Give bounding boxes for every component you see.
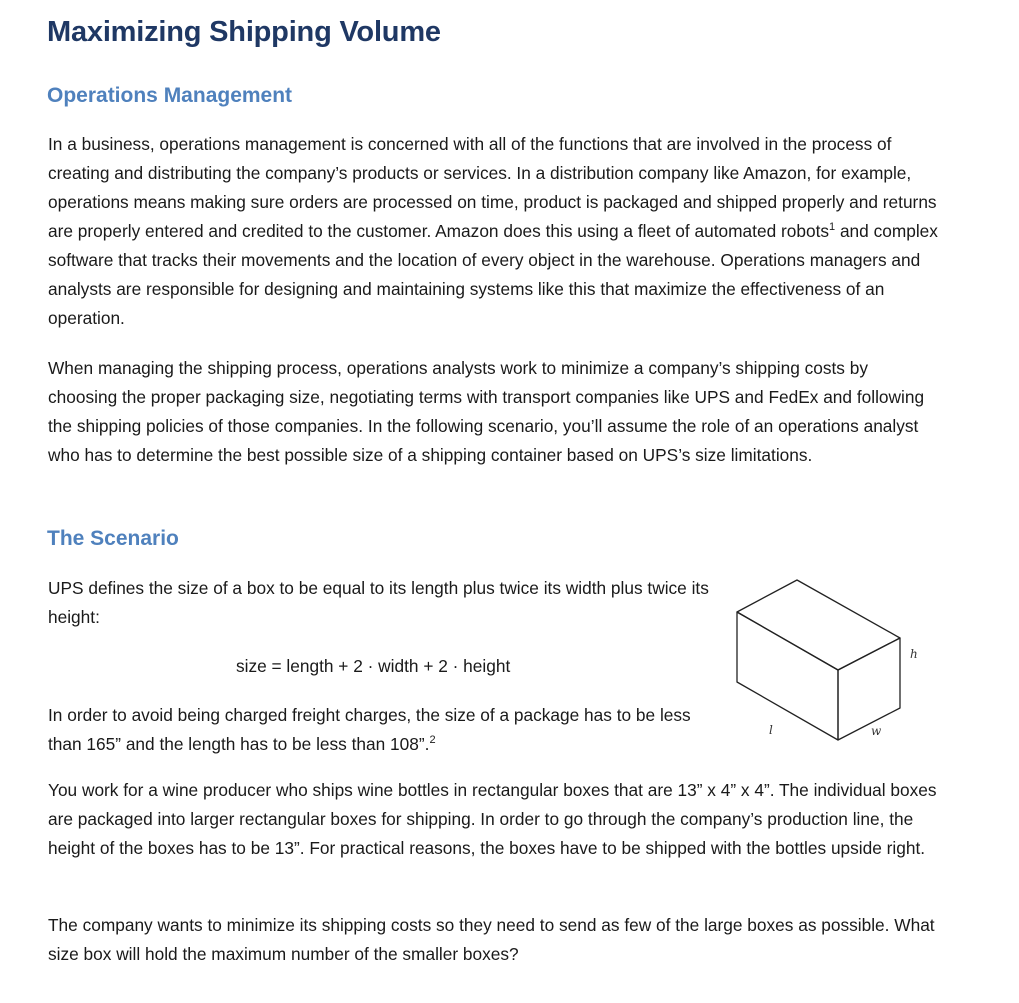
paragraph-shipping-process: When managing the shipping process, operations analysts work to minimize a company’s shipping costs by choosing the proper packaging size, negotiating terms with transport companies like UPS and FedEx and following the shipping policies of those companies. In the following scenario, you’ll assume the role of an operations analyst who has to determine the best possible size of a shipping container based on UPS’s size limitations. (48, 358, 925, 465)
paragraph-operations-intro (48, 130, 938, 333)
box-side-face (838, 638, 900, 740)
box-front-face (737, 612, 838, 740)
text-run: In a business, operations management is concerned with all of the functions that are involved in the process of creating and distributing the company’s products or services. In a distribution company like Amazon, for example, operations means making sure orders are processed on time, product is packaged and shipped properly and returns are properly entered and credited to the customer. Amazon does this using a fleet of automated robots (48, 134, 937, 241)
footnote-ref-1: 1 (829, 221, 836, 234)
page-title: Maximizing Shipping Volume (47, 16, 441, 48)
width-label: w (871, 724, 882, 738)
size-formula: size = length + 2 · width + 2 · height (236, 656, 511, 676)
paragraph-ups-size-definition: UPS defines the size of a box to be equal to its length plus twice its width plus twice its height: (48, 578, 709, 627)
paragraph-wine-producer: You work for a wine producer who ships wine bottles in rectangular boxes that are 13” x 4” x 4”. The individual boxes are packaged into larger rectangular boxes for shipping. In order to go through the company’s production line, the height of the boxes has to be 13”. For practical reasons, the boxes have to be shipped with the bottles upside right. (48, 780, 937, 858)
box-diagram (725, 572, 935, 752)
length-label: l (769, 723, 773, 737)
text-run: and complex software that tracks their movements and the location of every object in the warehouse. Operations managers and analysts are responsible for designing and maintaining systems like this that maximize the effectiveness of an operation. (48, 221, 938, 328)
paragraph-size-limits (48, 701, 718, 759)
height-label: h (910, 647, 918, 661)
text-run: In order to avoid being charged freight charges, the size of a package has to be less than 165” and the length has to be less than 108”. (48, 705, 691, 754)
section-heading-the-scenario: The Scenario (47, 527, 179, 550)
box-top-face (737, 580, 900, 670)
section-heading-operations-management: Operations Management (47, 84, 293, 107)
paragraph-question: The company wants to minimize its shipping costs so they need to send as few of the large boxes as possible. What size box will hold the maximum number of the smaller boxes? (48, 915, 935, 964)
footnote-ref-2: 2 (429, 734, 436, 747)
